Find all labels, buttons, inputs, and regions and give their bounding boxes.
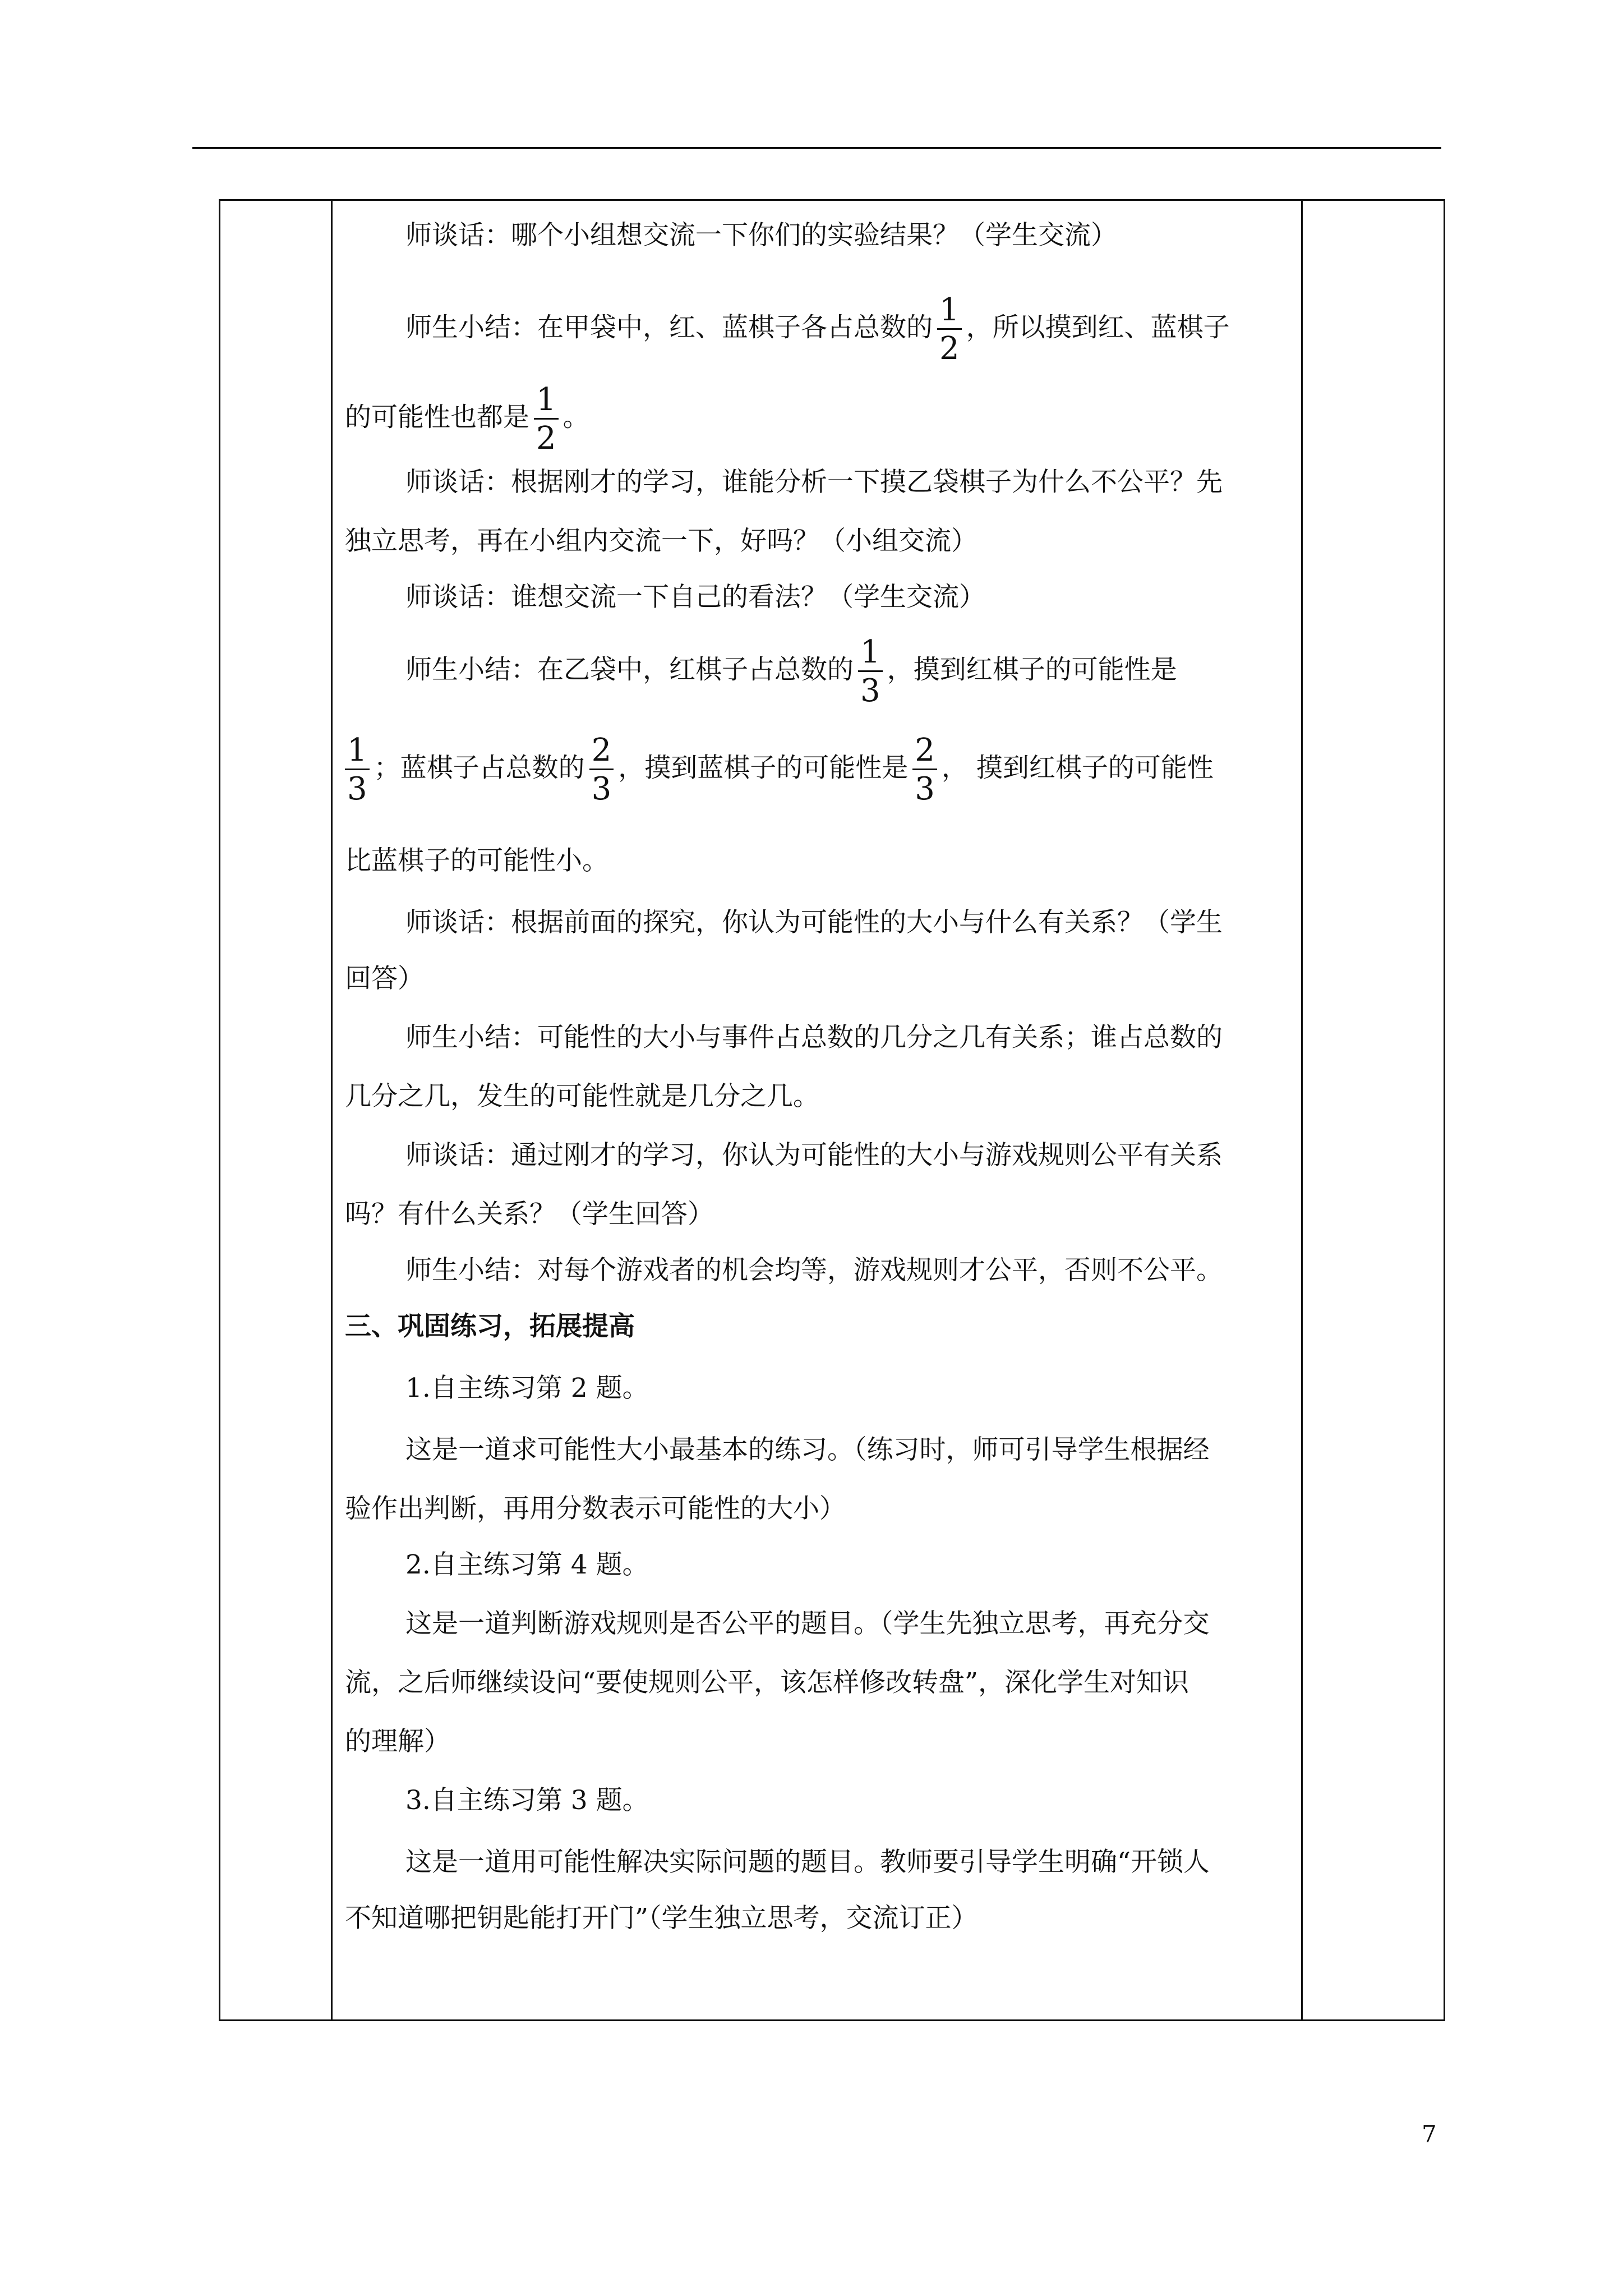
paragraph-line: 几分之几，发生的可能性就是几分之几。 [345,1081,819,1112]
text-run: 师生小结：在乙袋中，红棋子占总数的 [405,654,854,685]
fraction-numerator: 1 [345,735,370,770]
paragraph-line: 师谈话：根据刚才的学习，谁能分析一下摸乙袋棋子为什么不公平？先 [405,467,1223,498]
fraction-denominator: 3 [915,771,935,807]
fraction-one-half [937,292,962,367]
fraction-denominator: 3 [860,673,880,709]
exercise-item: 2.自主练习第 4 题。 [405,1549,649,1580]
fraction-one-half [534,381,559,457]
paragraph-line: 师谈话：通过刚才的学习，你认为可能性的大小与游戏规则公平有关系 [405,1140,1223,1171]
fraction-one-third [858,634,883,709]
fraction-numerator: 1 [534,384,559,420]
table-column-divider-left [331,201,333,2019]
paragraph-line: 验作出判断，再用分数表示可能性的大小） [345,1493,846,1524]
fraction-denominator: 2 [536,420,556,457]
fraction-numerator: 2 [912,735,937,770]
fraction-numerator: 1 [858,637,883,672]
paragraph-line: 师生小结：可能性的大小与事件占总数的几分之几有关系；谁占总数的 [405,1022,1223,1053]
header-rule [192,147,1441,149]
text-run: ，摸到红棋子的可能性是 [887,654,1177,685]
paragraph-line: 的理解） [345,1726,450,1757]
exercise-item: 1.自主练习第 2 题。 [405,1373,649,1404]
paragraph-line [345,732,1214,807]
text-run: ， 摸到红棋子的可能性 [941,752,1214,784]
paragraph-line: 流，之后师继续设问“要使规则公平，该怎样修改转盘”，深化学生对知识 [345,1667,1189,1698]
paragraph-line: 师谈话：根据前面的探究，你认为可能性的大小与什么有关系？（学生 [405,907,1223,938]
text-run: 。 [562,402,589,433]
paragraph-line: 这是一道用可能性解决实际问题的题目。教师要引导学生明确“开锁人 [405,1847,1210,1878]
text-run: 的可能性也都是 [345,402,529,433]
paragraph-line: 这是一道判断游戏规则是否公平的题目。（学生先独立思考，再充分交 [405,1608,1210,1639]
fraction-denominator: 3 [591,771,612,807]
paragraph-line: 回答） [345,963,424,994]
paragraph-line [345,381,589,457]
paragraph-line: 师生小结：对每个游戏者的机会均等，游戏规则才公平，否则不公平。 [405,1255,1223,1286]
fraction-denominator: 2 [939,330,960,367]
text-run: ，摸到蓝棋子的可能性是 [618,752,909,784]
paragraph-line: 师谈话：谁想交流一下自己的看法？（学生交流） [405,582,985,613]
paragraph-line [405,292,1230,367]
paragraph-line: 吗？有什么关系？（学生回答） [345,1199,714,1230]
text-run: 师生小结：在甲袋中，红、蓝棋子各占总数的 [405,312,933,343]
paragraph-line: 不知道哪把钥匙能打开门”（学生独立思考，交流订正） [345,1903,978,1934]
fraction-two-thirds [912,732,937,807]
page-number: 7 [1422,2120,1437,2148]
exercise-item: 3.自主练习第 3 题。 [405,1785,649,1816]
fraction-numerator: 1 [937,295,962,330]
section-heading: 三、巩固练习，拓展提高 [345,1311,635,1342]
paragraph-line [405,634,1177,709]
fraction-numerator: 2 [589,735,614,770]
fraction-one-third [345,732,370,807]
table-column-divider-right [1301,201,1303,2019]
paragraph-line: 这是一道求可能性大小最基本的练习。（练习时，师可引导学生根据经 [405,1434,1210,1465]
paragraph-line: 师谈话：哪个小组想交流一下你们的实验结果？（学生交流） [405,220,1117,251]
paragraph-line: 比蓝棋子的可能性小。 [345,845,608,876]
text-run: ；蓝棋子占总数的 [374,752,585,784]
fraction-two-thirds [589,732,614,807]
text-run: ，所以摸到红、蓝棋子 [966,312,1230,343]
fraction-denominator: 3 [347,771,367,807]
paragraph-line: 独立思考，再在小组内交流一下，好吗？（小组交流） [345,526,978,556]
